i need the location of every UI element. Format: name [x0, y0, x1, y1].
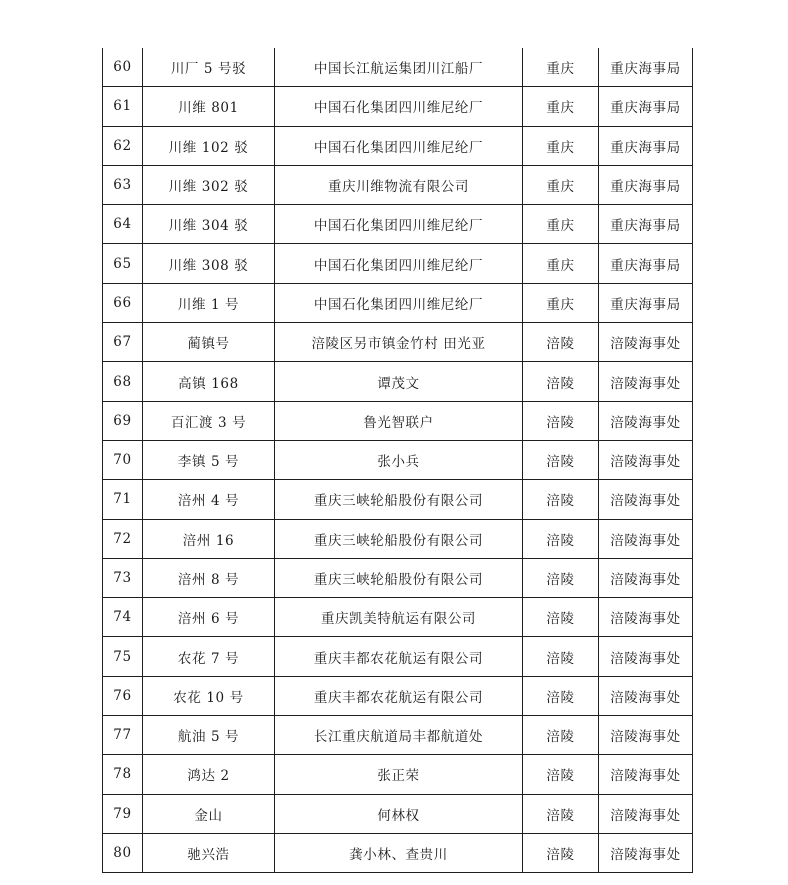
ship-name-cell: 涪州 16 — [143, 519, 275, 558]
table-row — [103, 401, 693, 440]
maritime-authority-cell: 涪陵海事处 — [599, 794, 693, 833]
port-cell: 涪陵 — [523, 794, 599, 833]
table-row — [103, 676, 693, 715]
owner-cell: 何林权 — [275, 794, 523, 833]
row-number-cell: 62 — [103, 126, 143, 165]
owner-cell: 龚小林、查贵川 — [275, 833, 523, 872]
owner-cell: 张正荣 — [275, 755, 523, 794]
owner-cell: 中国长江航运集团川江船厂 — [275, 48, 523, 87]
owner-cell: 中国石化集团四川维尼纶厂 — [275, 126, 523, 165]
table-row — [103, 362, 693, 401]
maritime-authority-cell: 涪陵海事处 — [599, 323, 693, 362]
port-cell: 涪陵 — [523, 716, 599, 755]
maritime-authority-cell: 涪陵海事处 — [599, 362, 693, 401]
row-number-cell: 64 — [103, 205, 143, 244]
maritime-authority-cell: 涪陵海事处 — [599, 558, 693, 597]
port-cell: 涪陵 — [523, 323, 599, 362]
ship-name-cell: 川维 308 驳 — [143, 244, 275, 283]
port-cell: 涪陵 — [523, 401, 599, 440]
ship-name-cell: 涪州 8 号 — [143, 558, 275, 597]
ship-name-cell: 川维 304 驳 — [143, 205, 275, 244]
table-row — [103, 126, 693, 165]
table-row — [103, 794, 693, 833]
port-cell: 涪陵 — [523, 755, 599, 794]
port-cell: 重庆 — [523, 205, 599, 244]
ship-name-cell: 川维 1 号 — [143, 283, 275, 322]
row-number-cell: 60 — [103, 48, 143, 87]
row-number-cell: 69 — [103, 401, 143, 440]
owner-cell: 重庆三峡轮船股份有限公司 — [275, 480, 523, 519]
port-cell: 涪陵 — [523, 480, 599, 519]
port-cell: 重庆 — [523, 244, 599, 283]
row-number-cell: 65 — [103, 244, 143, 283]
maritime-authority-cell: 涪陵海事处 — [599, 598, 693, 637]
owner-cell: 中国石化集团四川维尼纶厂 — [275, 87, 523, 126]
maritime-authority-cell: 涪陵海事处 — [599, 480, 693, 519]
owner-cell: 张小兵 — [275, 440, 523, 479]
table-row — [103, 833, 693, 872]
port-cell: 涪陵 — [523, 558, 599, 597]
maritime-authority-cell: 重庆海事局 — [599, 165, 693, 204]
table-row — [103, 165, 693, 204]
owner-cell: 涪陵区另市镇金竹村 田光亚 — [275, 323, 523, 362]
maritime-authority-cell: 涪陵海事处 — [599, 676, 693, 715]
port-cell: 重庆 — [523, 283, 599, 322]
port-cell: 涪陵 — [523, 676, 599, 715]
table-row — [103, 87, 693, 126]
table-row — [103, 205, 693, 244]
maritime-authority-cell: 涪陵海事处 — [599, 716, 693, 755]
port-cell: 重庆 — [523, 126, 599, 165]
table-row — [103, 519, 693, 558]
row-number-cell: 71 — [103, 480, 143, 519]
ship-name-cell: 川维 302 驳 — [143, 165, 275, 204]
ship-name-cell: 金山 — [143, 794, 275, 833]
row-number-cell: 79 — [103, 794, 143, 833]
row-number-cell: 67 — [103, 323, 143, 362]
owner-cell: 谭茂文 — [275, 362, 523, 401]
table-row — [103, 480, 693, 519]
maritime-authority-cell: 涪陵海事处 — [599, 755, 693, 794]
maritime-authority-cell: 重庆海事局 — [599, 126, 693, 165]
maritime-authority-cell: 重庆海事局 — [599, 205, 693, 244]
row-number-cell: 70 — [103, 440, 143, 479]
maritime-authority-cell: 重庆海事局 — [599, 87, 693, 126]
port-cell: 涪陵 — [523, 637, 599, 676]
table-body — [103, 48, 693, 873]
ship-name-cell: 农花 7 号 — [143, 637, 275, 676]
maritime-authority-cell: 涪陵海事处 — [599, 833, 693, 872]
table-row — [103, 48, 693, 87]
ship-name-cell: 川厂 5 号驳 — [143, 48, 275, 87]
owner-cell: 重庆丰都农花航运有限公司 — [275, 637, 523, 676]
owner-cell: 中国石化集团四川维尼纶厂 — [275, 205, 523, 244]
ship-name-cell: 百汇渡 3 号 — [143, 401, 275, 440]
port-cell: 涪陵 — [523, 362, 599, 401]
owner-cell: 重庆川维物流有限公司 — [275, 165, 523, 204]
ship-name-cell: 蔺镇号 — [143, 323, 275, 362]
port-cell: 涪陵 — [523, 598, 599, 637]
ship-name-cell: 农花 10 号 — [143, 676, 275, 715]
table-row — [103, 440, 693, 479]
port-cell: 涪陵 — [523, 440, 599, 479]
row-number-cell: 63 — [103, 165, 143, 204]
row-number-cell: 68 — [103, 362, 143, 401]
ship-name-cell: 鸿达 2 — [143, 755, 275, 794]
maritime-authority-cell: 涪陵海事处 — [599, 637, 693, 676]
row-number-cell: 76 — [103, 676, 143, 715]
ship-name-cell: 涪州 4 号 — [143, 480, 275, 519]
port-cell: 重庆 — [523, 87, 599, 126]
row-number-cell: 66 — [103, 283, 143, 322]
table-row — [103, 283, 693, 322]
table-row — [103, 558, 693, 597]
maritime-authority-cell: 涪陵海事处 — [599, 401, 693, 440]
owner-cell: 长江重庆航道局丰都航道处 — [275, 716, 523, 755]
maritime-authority-cell: 重庆海事局 — [599, 244, 693, 283]
table-row — [103, 244, 693, 283]
port-cell: 涪陵 — [523, 519, 599, 558]
table-row — [103, 716, 693, 755]
row-number-cell: 77 — [103, 716, 143, 755]
maritime-authority-cell: 涪陵海事处 — [599, 440, 693, 479]
owner-cell: 重庆三峡轮船股份有限公司 — [275, 558, 523, 597]
owner-cell: 重庆三峡轮船股份有限公司 — [275, 519, 523, 558]
port-cell: 重庆 — [523, 48, 599, 87]
row-number-cell: 75 — [103, 637, 143, 676]
ship-registry-table — [102, 48, 693, 873]
owner-cell: 重庆凯美特航运有限公司 — [275, 598, 523, 637]
row-number-cell: 72 — [103, 519, 143, 558]
row-number-cell: 78 — [103, 755, 143, 794]
ship-name-cell: 高镇 168 — [143, 362, 275, 401]
row-number-cell: 74 — [103, 598, 143, 637]
owner-cell: 重庆丰都农花航运有限公司 — [275, 676, 523, 715]
ship-name-cell: 涪州 6 号 — [143, 598, 275, 637]
owner-cell: 中国石化集团四川维尼纶厂 — [275, 283, 523, 322]
port-cell: 涪陵 — [523, 833, 599, 872]
ship-name-cell: 李镇 5 号 — [143, 440, 275, 479]
maritime-authority-cell: 重庆海事局 — [599, 48, 693, 87]
maritime-authority-cell: 涪陵海事处 — [599, 519, 693, 558]
table-row — [103, 598, 693, 637]
row-number-cell: 73 — [103, 558, 143, 597]
owner-cell: 中国石化集团四川维尼纶厂 — [275, 244, 523, 283]
table-row — [103, 755, 693, 794]
ship-name-cell: 川维 801 — [143, 87, 275, 126]
ship-name-cell: 川维 102 驳 — [143, 126, 275, 165]
row-number-cell: 80 — [103, 833, 143, 872]
owner-cell: 鲁光智联户 — [275, 401, 523, 440]
ship-name-cell: 驰兴浩 — [143, 833, 275, 872]
maritime-authority-cell: 重庆海事局 — [599, 283, 693, 322]
port-cell: 重庆 — [523, 165, 599, 204]
ship-name-cell: 航油 5 号 — [143, 716, 275, 755]
row-number-cell: 61 — [103, 87, 143, 126]
table-row — [103, 637, 693, 676]
table-row — [103, 323, 693, 362]
